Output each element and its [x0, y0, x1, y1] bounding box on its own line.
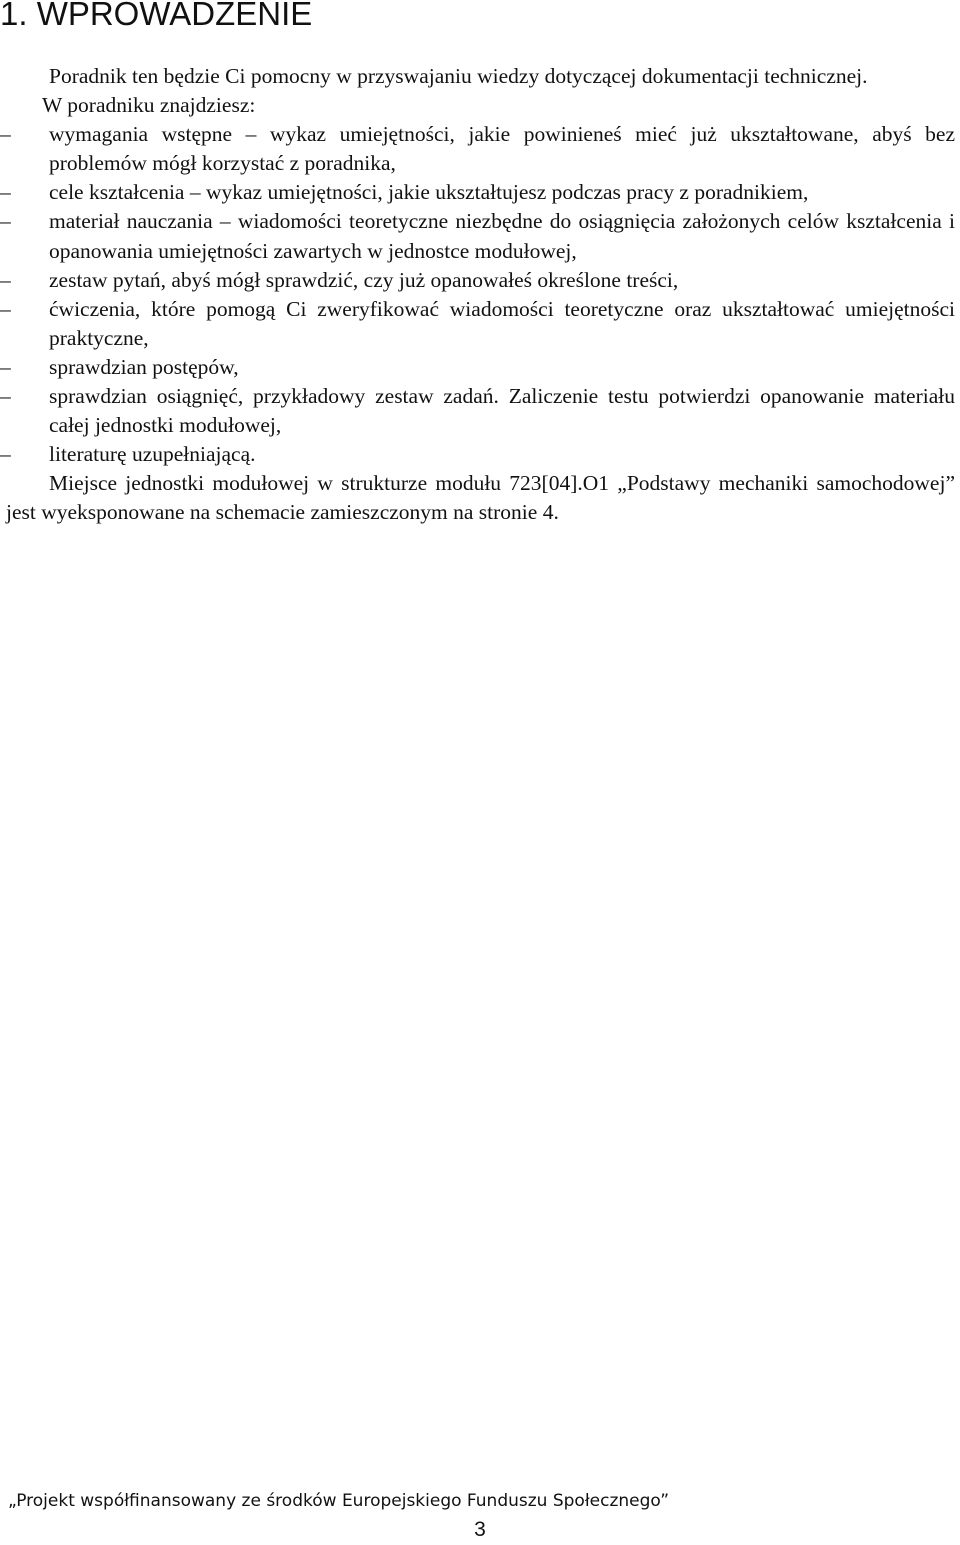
list-item-text: cele kształcenia – wykaz umiejętności, jakie ukształtujesz podczas pracy z poradnikiem, — [49, 180, 809, 205]
dash-bullet: – — [0, 354, 11, 379]
dash-bullet: – — [0, 384, 11, 409]
closing-paragraph: Miejsce jednostki modułowej w strukturze modułu 723[04].O1 „Podstawy mechaniki samochodowej” jest wyeksponowane na schemacie zamieszczonym na stronie 4. — [6, 471, 955, 525]
list-item — [0, 440, 955, 469]
list-item-text: sprawdzian osiągnięć, przykładowy zestaw zadań. Zaliczenie testu potwierdzi opanowanie materiału całej jednostki modułowej, — [49, 384, 955, 438]
intro-paragraph: Poradnik ten będzie Ci pomocny w przyswajaniu wiedzy dotyczącej dokumentacji technicznej. — [49, 64, 868, 88]
dash-bullet: – — [0, 267, 11, 292]
contents-list — [0, 120, 955, 469]
list-item-text: ćwiczenia, które pomogą Ci zweryfikować wiadomości teoretyczne oraz ukształtować umiejętności praktyczne, — [49, 296, 955, 350]
dash-bullet: – — [0, 209, 11, 234]
list-item — [0, 120, 955, 178]
dash-bullet: – — [0, 296, 11, 321]
list-item — [0, 207, 955, 265]
list-item — [0, 353, 955, 382]
list-item-text: materiał nauczania – wiadomości teoretyczne niezbędne do osiągnięcia założonych celów kształcenia i opanowania umiejętności zawartych w jednostce modułowej, — [49, 209, 955, 263]
list-item — [0, 266, 955, 295]
dash-bullet: – — [0, 180, 11, 205]
body-text — [0, 62, 955, 528]
list-item-text: wymagania wstępne – wykaz umiejętności, jakie powinieneś mieć już ukształtowane, abyś bez problemów mógł korzystać z poradnika, — [49, 122, 955, 176]
dash-bullet: – — [0, 122, 11, 147]
list-item — [0, 178, 955, 207]
list-item-text: sprawdzian postępów, — [49, 354, 239, 379]
dash-bullet: – — [0, 442, 11, 467]
list-intro: W poradniku znajdziesz: — [42, 93, 256, 118]
chapter-heading: 1. WPROWADZENIE — [0, 0, 313, 32]
list-item — [0, 295, 955, 353]
list-item — [0, 382, 955, 440]
footer-funding-note: „Projekt współfinansowany ze środków Europejskiego Funduszu Społecznego” — [8, 1491, 670, 1511]
list-item-text: zestaw pytań, abyś mógł sprawdzić, czy już opanowałeś określone treści, — [49, 267, 679, 292]
page-number: 3 — [474, 1518, 486, 1541]
list-item-text: literaturę uzupełniającą. — [49, 442, 256, 467]
